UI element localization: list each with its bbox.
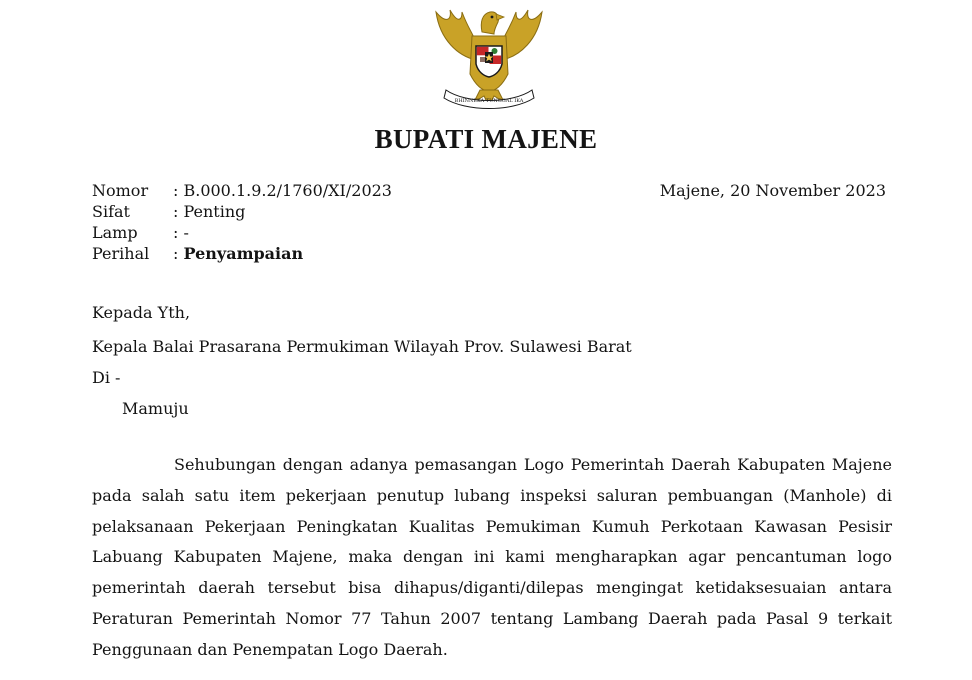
- nomor-label: Nomor: [92, 181, 149, 200]
- meta-perihal: [92, 243, 392, 264]
- motto-text: BHINNEKA TUNGGAL IKA: [454, 98, 524, 104]
- body-paragraph: Sehubungan dengan adanya pemasangan Logo Pemerintah Daerah Kabupaten Majene pada salah satu item pekerjaan penutup lubang inspeksi saluran pembuangan (Manhole) di pelaksanaan Pekerjaan Peningkatan Kualitas Pemukiman Kumuh Perkotaan Kawasan Pesisir Labuang Kabupaten Majene, maka dengan ini kami mengharapkan agar pencantuman logo pemerintah daerah tersebut bisa dihapus/diganti/dilepas mengingat ketidaksesuaian antara Peraturan Pemerintah Nomor 77 Tahun 2007 tentang Lambang Daerah pada Pasal 9 terkait Penggunaan dan Penempatan Logo Daerah.: [92, 455, 892, 659]
- meta-nomor: [92, 180, 392, 201]
- letter-date: Majene, 20 November 2023: [659, 181, 886, 200]
- letter-meta: [92, 180, 392, 264]
- shield-icon: [476, 46, 502, 77]
- meta-lamp: [92, 222, 392, 243]
- perihal-value-wrap: [173, 243, 303, 264]
- recipient-city: Mamuju: [122, 399, 189, 418]
- lamp-value: : -: [173, 223, 189, 242]
- di-line: Di -: [92, 368, 121, 387]
- garuda-pancasila-emblem: [428, 2, 550, 112]
- perihal-value: Penyampaian: [183, 244, 304, 263]
- letterhead-title: BUPATI MAJENE: [374, 124, 598, 154]
- nomor-value: : B.000.1.9.2/1760/XI/2023: [173, 181, 392, 200]
- lamp-label: Lamp: [92, 223, 138, 242]
- salutation: Kepada Yth,: [92, 303, 191, 322]
- perihal-label: Perihal: [92, 244, 150, 263]
- letter-body: [92, 450, 892, 666]
- sifat-label: Sifat: [92, 202, 130, 221]
- recipient: Kepala Balai Prasarana Permukiman Wilayah Prov. Sulawesi Barat: [92, 337, 632, 356]
- perihal-prefix: :: [173, 244, 184, 263]
- sifat-value: : Penting: [173, 202, 246, 221]
- meta-sifat: [92, 201, 392, 222]
